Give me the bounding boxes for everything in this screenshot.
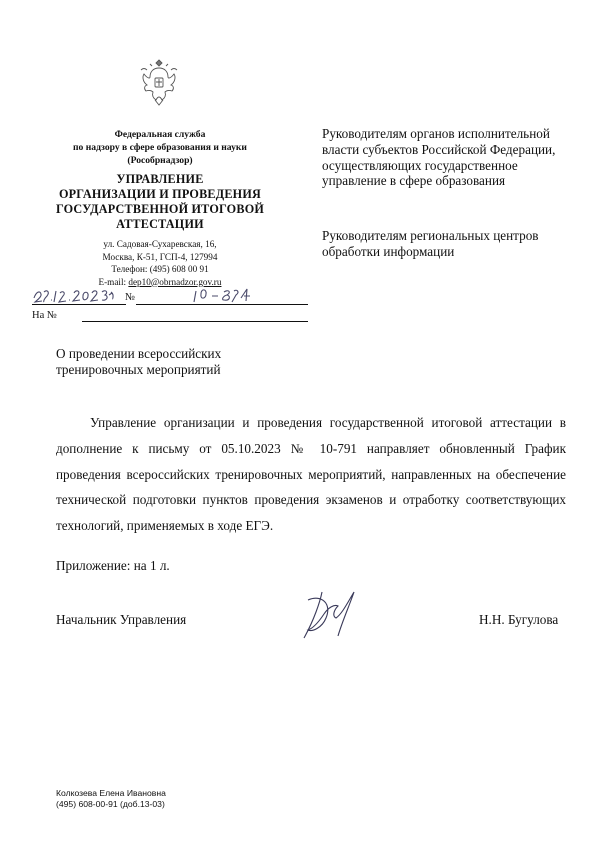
- addressee-block: Руководителям региональных центров обработки информации: [322, 228, 539, 259]
- department-line: УПРАВЛЕНИЕ: [116, 172, 204, 186]
- email-label: E-mail:: [98, 276, 129, 287]
- phone-line: Телефон: (495) 608 00 91: [111, 264, 209, 274]
- agency-name: [40, 128, 280, 167]
- executor-name: Колкозева Елена Ивановна: [56, 788, 166, 798]
- department-line: ГОСУДАРСТВЕННОЙ ИТОГОВОЙ: [55, 202, 265, 216]
- date-underline: [32, 304, 126, 305]
- agency-line: Федеральная служба: [114, 129, 206, 140]
- reply-reference-line: [32, 310, 276, 324]
- agency-line: по надзору в сфере образования и науки: [73, 142, 247, 153]
- agency-line: (Рособрнадзор): [127, 155, 193, 166]
- executor-contact: [56, 788, 166, 811]
- attachment-note: Приложение: на 1 л.: [56, 558, 170, 573]
- coat-of-arms-icon: [135, 56, 183, 108]
- reply-underline: [82, 321, 308, 322]
- executor-phone: (495) 608-00-91 (доб.13-03): [56, 799, 165, 810]
- registration-line: [32, 290, 276, 306]
- number-underline: [136, 304, 308, 305]
- department-name: [40, 172, 280, 232]
- addressee-block: Руководителям органов исполнительной власти субъектов Российской Федерации, осуществляющих государственное управление в сфере образования: [322, 126, 556, 189]
- address-line: ул. Садовая-Сухаревская, 16,: [103, 239, 217, 249]
- letter-subject: О проведении всероссийских тренировочных мероприятий: [56, 346, 222, 377]
- handwritten-signature: [296, 586, 378, 644]
- email-link[interactable]: dep10@obrnadzor.gov.ru: [128, 276, 222, 287]
- signatory-name: Н.Н. Бугулова: [479, 612, 559, 627]
- handwritten-number: [190, 284, 270, 304]
- letter-body: Управление организации и проведения государственной итоговой аттестации в дополнение к письму от 05.10.2023 № 10-791 направляет обновленный График проведения всероссийских тренировочных мероприятий, направленных на обеспечение технической подготовки пунктов проведения экзаменов и отработку соответствующих технологий, применяемых в ходе ЕГЭ.: [56, 415, 566, 534]
- address-line: Москва, К-51, ГСП-4, 127994: [102, 251, 218, 262]
- handwritten-date: [32, 284, 124, 304]
- letterhead-address: [40, 238, 280, 288]
- department-line: АТТЕСТАЦИИ: [116, 217, 204, 231]
- signatory-title: Начальник Управления: [56, 612, 187, 627]
- reply-label: На №: [32, 310, 57, 321]
- number-label: №: [125, 292, 136, 303]
- department-line: ОРГАНИЗАЦИИ И ПРОВЕДЕНИЯ: [58, 187, 262, 201]
